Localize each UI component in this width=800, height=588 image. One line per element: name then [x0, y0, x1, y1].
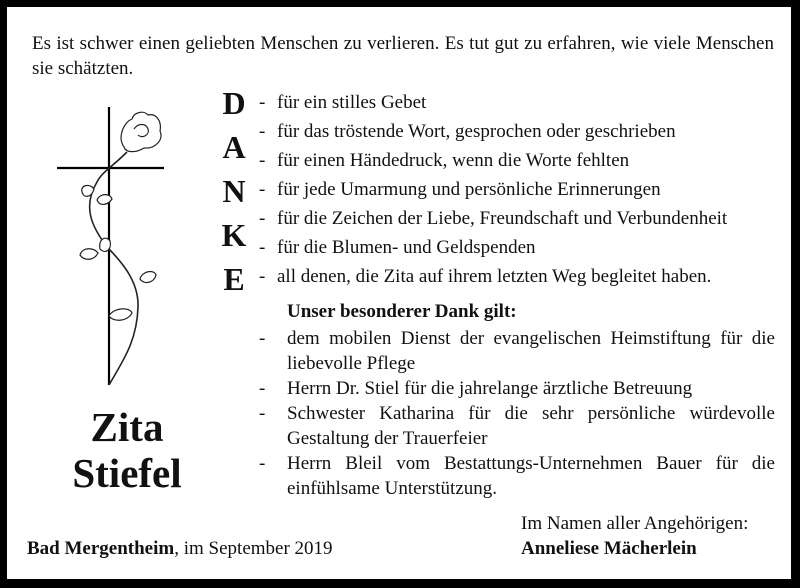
deceased-last-name: Stiefel — [72, 450, 182, 496]
special-thanks-item: - Herrn Bleil vom Bestattungs-Unternehmen Bauer für die einfühlsame Unterstützung. — [259, 453, 775, 499]
intro-text: Es ist schwer einen geliebten Menschen zu verlieren. Es tut gut zu erfahren, wie viele Menschen sie schätzten. — [32, 33, 774, 79]
special-thanks-item: - Schwester Katharina für die sehr persönliche würdevolle Gestaltung der Trauerfeier — [259, 403, 775, 449]
place-date — [27, 538, 333, 560]
special-thanks-heading: Unser besonderer Dank gilt: — [287, 301, 517, 322]
danke-letter-a: A — [222, 129, 246, 165]
on-behalf-text: Im Namen aller Angehörigen: — [521, 513, 749, 534]
obituary-card — [7, 7, 791, 579]
danke-item: - für die Zeichen der Liebe, Freundschaft und Verbundenheit — [259, 208, 728, 229]
place: Bad Mergentheim — [27, 538, 175, 559]
danke-item: - für das tröstende Wort, gesprochen oder geschrieben — [259, 121, 676, 142]
danke-letter-k: K — [221, 217, 247, 253]
date: , im September 2019 — [174, 538, 333, 559]
danke-item: - all denen, die Zita auf ihrem letzten Weg begleitet haben. — [259, 266, 712, 287]
danke-letter-n: N — [222, 173, 246, 209]
danke-letter-d: D — [222, 85, 246, 121]
signatory-name: Anneliese Mächerlein — [521, 538, 697, 559]
deceased-first-name: Zita — [90, 404, 164, 450]
danke-item: - für jede Umarmung und persönliche Erinnerungen — [259, 179, 661, 200]
special-thanks-item: - Herrn Dr. Stiel für die jahrelange ärztliche Betreuung — [259, 378, 693, 399]
special-thanks-item: - dem mobilen Dienst der evangelischen Heimstiftung für die liebevolle Pflege — [259, 328, 775, 374]
danke-item: - für ein stilles Gebet — [259, 92, 427, 113]
danke-item: - für die Blumen- und Geldspenden — [259, 237, 536, 258]
cross-with-rose-icon — [52, 107, 172, 387]
danke-item: - für einen Händedruck, wenn die Worte fehlten — [259, 150, 630, 171]
danke-letter-e: E — [223, 261, 245, 297]
